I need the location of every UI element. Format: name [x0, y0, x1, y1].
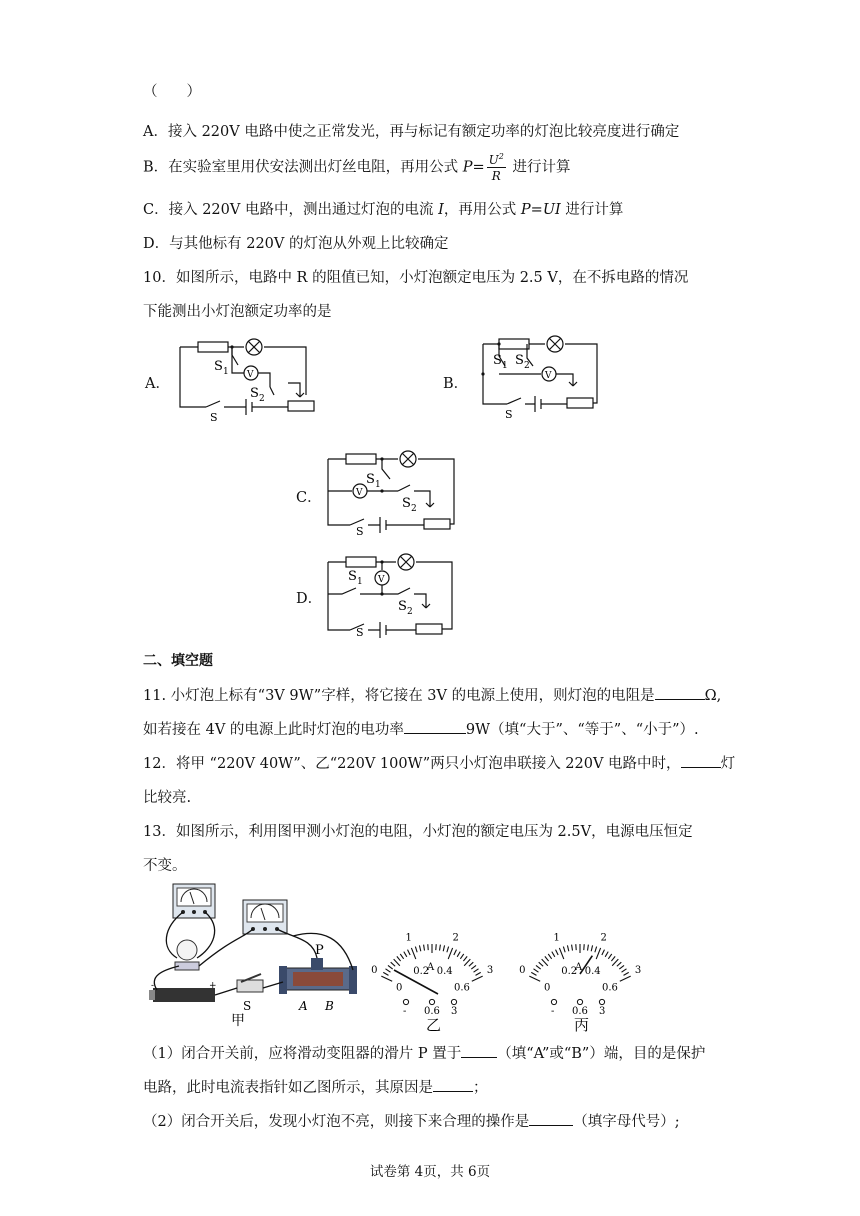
apparatus-figure-jia: [143, 878, 368, 1028]
dial-tick: [622, 969, 627, 972]
dial-tick: [476, 972, 481, 975]
svg-text:2: 2: [407, 607, 413, 617]
dial-tick: [385, 969, 390, 972]
dial-outer-label: 0: [519, 964, 526, 976]
dial-tick: [608, 954, 611, 959]
q10-label-c: C．: [296, 490, 322, 506]
dial-terminal-label: 0.6: [424, 1006, 440, 1017]
svg-text:S: S: [402, 496, 411, 511]
dial-tick: [572, 945, 573, 951]
svg-text:A: A: [299, 999, 308, 1013]
dial-tick: [454, 950, 457, 955]
dial-tick: [548, 954, 551, 959]
svg-text:2: 2: [259, 394, 265, 404]
dial-tick: [460, 954, 463, 959]
dial-tick: [539, 962, 543, 966]
circuit-a-diagram: [170, 335, 320, 425]
svg-text:S: S: [398, 599, 407, 614]
dial-terminal-label: 3: [451, 1006, 458, 1017]
svg-text:1: 1: [357, 577, 363, 587]
dial-outer-label: 0: [371, 964, 378, 976]
dial-tick: [602, 950, 605, 955]
dial-tick: [559, 948, 563, 959]
q10-stem-line1: 10．如图所示，电路中 R 的阻值已知，小灯泡额定电压为 2.5 V，在不拆电路的情况: [143, 270, 689, 286]
dial-tick: [463, 956, 467, 961]
dial-tick: [617, 962, 621, 966]
svg-text:B: B: [325, 999, 334, 1013]
dial-tick: [556, 950, 559, 955]
dial-tick: [464, 959, 470, 966]
circuit-d-diagram: [320, 548, 470, 638]
dial-tick: [411, 948, 415, 959]
dial-tick: [440, 945, 441, 951]
circuit-b-diagram: [473, 330, 623, 420]
svg-text:甲: 甲: [231, 1013, 245, 1028]
circuit-c-diagram: [320, 445, 470, 535]
svg-text:1: 1: [375, 480, 381, 490]
q13-line2: 不变。: [143, 858, 187, 874]
q13-sub1-line2: 电路，此时电流表指针如乙图所示，其原因是 ；: [143, 1076, 488, 1097]
dial-terminal-label: -: [551, 1006, 555, 1017]
dial-tick: [397, 956, 401, 961]
dial-tick: [448, 948, 452, 959]
page-footer: 试卷第 4页，共 6页: [369, 1164, 491, 1180]
q11-line1: 11. 小灯泡上标有“3V 9W”字样，将它接在 3V 的电源上使用，则灯泡的电阻是 Ω,: [143, 684, 721, 705]
svg-text:2: 2: [411, 504, 417, 514]
svg-text:S: S: [356, 525, 364, 535]
svg-text:V: V: [247, 370, 254, 380]
dial-tick: [611, 956, 615, 961]
dial-terminal: [451, 999, 456, 1004]
q13-sub2: （2）闭合开关后，发现小灯泡不亮，则接下来合理的操作是 （填字母代号）;: [143, 1110, 680, 1131]
dial-outer-label: 1: [405, 932, 412, 944]
dial-tick: [595, 947, 597, 953]
q12-line1: 12．将甲 “220V 40W”、乙“220V 100W”两只小灯泡串联接入 220V 电路中时， 灯: [143, 752, 735, 773]
dial-tick: [588, 945, 589, 951]
dial-tick: [381, 976, 392, 981]
dial-tick: [474, 969, 479, 972]
dial-inner-label: 0: [544, 982, 551, 994]
dial-tick: [408, 950, 411, 955]
q9-paren: （ ）: [143, 84, 201, 100]
svg-text:V: V: [545, 371, 552, 381]
svg-text:S: S: [210, 411, 218, 424]
dial-inner-label: 0.6: [601, 982, 618, 994]
svg-text:1: 1: [502, 361, 508, 371]
dial-tick: [612, 959, 618, 966]
svg-text:S: S: [493, 353, 502, 368]
dial-inner-label: 0.2: [561, 966, 578, 978]
svg-text:S: S: [250, 386, 259, 401]
dial-tick: [620, 976, 631, 981]
svg-text:S: S: [243, 999, 252, 1013]
svg-text:+: +: [209, 981, 217, 991]
dial-outer-label: 3: [634, 964, 642, 976]
dial-tick: [545, 956, 549, 961]
answer-blank[interactable]: [461, 1043, 497, 1058]
dial-outer-label: 1: [553, 932, 560, 944]
svg-text:S: S: [366, 472, 375, 487]
dial-inner-label: 0.4: [436, 966, 453, 978]
dial-tick: [424, 945, 425, 951]
dial-tick: [567, 945, 568, 951]
dial-terminal-label: 0.6: [572, 1006, 588, 1017]
dial-tick: [391, 962, 395, 966]
dial-tick: [472, 976, 483, 981]
dial-tick: [542, 959, 548, 966]
ammeter-dial-bing: [508, 908, 658, 1033]
dial-outer-label: 2: [452, 932, 459, 944]
dial-terminal-label: 3: [599, 1006, 606, 1017]
dial-inner-label: 0.2: [413, 966, 430, 978]
svg-text:V: V: [378, 575, 385, 585]
dial-terminal: [599, 999, 604, 1004]
dial-tick: [552, 952, 555, 957]
answer-blank[interactable]: [529, 1111, 573, 1126]
formula-fraction: $\frac{U^2}{R}$: [488, 152, 504, 183]
dial-tick: [563, 947, 565, 953]
dial-tick: [531, 972, 536, 975]
dial-tick: [596, 948, 600, 959]
dial-tick: [404, 952, 407, 957]
dial-tick: [591, 945, 592, 951]
q12-line2: 比较亮.: [143, 790, 192, 806]
svg-text:S: S: [505, 408, 513, 420]
dial-terminal-label: -: [403, 1006, 407, 1017]
q10-label-a: A．: [145, 376, 170, 392]
q13-line1: 13．如图所示，利用图甲测小灯泡的电阻，小灯泡的额定电压为 2.5V，电源电压恒定: [143, 824, 693, 840]
q13-sub1-line1: （1）闭合开关前，应将滑动变阻器的滑片 P 置于 （填“A”或“B”）端，目的是保护: [143, 1042, 705, 1063]
dial-tick: [400, 954, 403, 959]
svg-text:2: 2: [524, 361, 530, 371]
dial-inner-label: 0: [396, 982, 403, 994]
q11-line2: 如若接在 4V 的电源上此时灯泡的电功率 9W（填“大于”、“等于”、“小于”）.: [143, 718, 699, 739]
dial-tick: [529, 976, 540, 981]
dial-tick: [447, 947, 449, 953]
q9-option-a: A．接入 220V 电路中使之正常发光，再与标记有额定功率的灯泡比较亮度进行确定: [143, 124, 680, 140]
ammeter-dial-yi: [360, 908, 510, 1033]
svg-text:V: V: [356, 488, 363, 498]
dial-tick: [394, 959, 400, 966]
q9-option-b: B．在实验室里用伏安法测出灯丝电阻，再用公式 P= $\frac{U^2}{R}$ 进行计算: [143, 152, 571, 183]
dial-tick: [388, 965, 393, 969]
svg-text:P: P: [315, 943, 324, 958]
dial-terminal: [403, 999, 408, 1004]
dial-inner-label: 0.6: [453, 982, 470, 994]
dial-unit-label: A: [575, 962, 583, 973]
svg-text:S: S: [214, 359, 223, 374]
dial-tick: [443, 945, 444, 951]
answer-blank[interactable]: [433, 1077, 473, 1092]
q9-option-d: D．与其他标有 220V 的灯泡从外观上比较确定: [143, 236, 449, 252]
q10-stem-line2: 下能测出小灯泡额定功率的是: [143, 304, 332, 320]
svg-text:-: -: [151, 981, 155, 991]
dial-figure-label: 乙: [426, 1016, 442, 1033]
dial-terminal: [429, 999, 434, 1004]
dial-outer-label: 3: [486, 964, 494, 976]
answer-blank[interactable]: [404, 719, 466, 734]
dial-unit-label: A: [427, 962, 435, 973]
dial-outer-label: 2: [600, 932, 607, 944]
dial-tick: [619, 965, 624, 969]
svg-text:S: S: [356, 626, 364, 638]
svg-text:S: S: [348, 569, 357, 584]
dial-tick: [419, 945, 420, 951]
dial-tick: [471, 965, 476, 969]
dial-tick: [533, 969, 538, 972]
dial-figure-label: 丙: [574, 1016, 590, 1033]
q10-label-d: D．: [296, 591, 323, 607]
answer-blank[interactable]: [681, 753, 721, 768]
dial-tick: [415, 947, 417, 953]
svg-text:S: S: [515, 353, 524, 368]
dial-terminal: [551, 999, 556, 1004]
dial-terminal: [577, 999, 582, 1004]
svg-text:1: 1: [223, 367, 229, 377]
section-title: 二、填空题: [143, 653, 213, 669]
dial-tick: [624, 972, 629, 975]
q9-option-c: C．接入 220V 电路中，测出通过灯泡的电流 I，再用公式 P=UI 进行计算: [143, 202, 624, 218]
dial-tick: [536, 965, 541, 969]
dial-tick: [605, 952, 608, 957]
dial-tick: [383, 972, 388, 975]
dial-tick: [469, 962, 473, 966]
dial-tick: [457, 952, 460, 957]
answer-blank[interactable]: [655, 685, 705, 700]
q10-label-b: B．: [443, 376, 469, 392]
dial-inner-label: 0.4: [584, 966, 601, 978]
